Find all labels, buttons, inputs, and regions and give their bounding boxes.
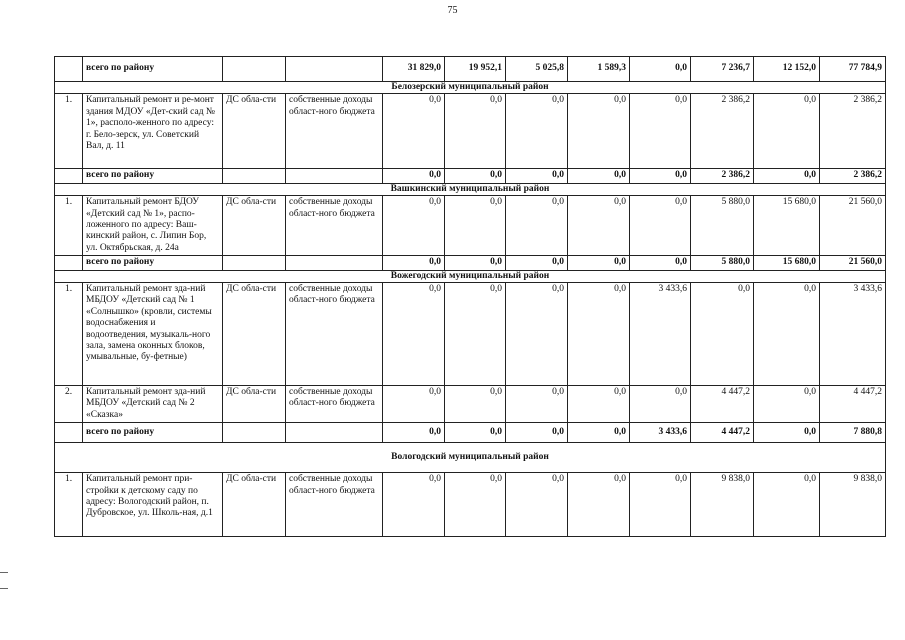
value-cell: 15 680,0 [754, 196, 820, 256]
object-type: ДС обла-сти [223, 385, 286, 422]
value-cell: 0,0 [568, 423, 630, 443]
total-label: всего по району [83, 169, 223, 183]
value-cell: 0,0 [445, 94, 506, 169]
object-name: Капитальный ремонт зда-ний МБДОУ «Детский сад № 1 «Солнышко» (кровли, системы водоснабжения и водоотведения, музыкаль-ного зала, замена оконных блоков, умывальные, бу-фетные) [83, 282, 223, 385]
type-cell [223, 57, 286, 82]
type-cell [223, 423, 286, 443]
table-body [55, 57, 886, 537]
district-total-row [55, 169, 886, 183]
value-cell: 2 386,2 [691, 94, 754, 169]
row-index: 1. [55, 94, 83, 169]
value-cell: 0,0 [383, 196, 445, 256]
object-name: Капитальный ремонт БДОУ «Детский сад № 1», распо-ложенного по адресу: Ваш-кинский район, с. Липин Бор, ул. Октябрьская, д. 24а [83, 196, 223, 256]
value-cell: 0,0 [506, 169, 568, 183]
value-cell: 21 560,0 [820, 196, 886, 256]
value-cell: 3 433,6 [630, 282, 691, 385]
source-cell [286, 423, 383, 443]
value-cell: 0,0 [445, 473, 506, 537]
value-cell: 0,0 [754, 169, 820, 183]
value-cell: 3 433,6 [820, 282, 886, 385]
value-cell: 0,0 [383, 282, 445, 385]
value-cell: 5 880,0 [691, 196, 754, 256]
district-name: Белозерский муниципальный район [55, 82, 886, 94]
value-cell: 4 447,2 [691, 423, 754, 443]
value-cell: 0,0 [383, 169, 445, 183]
value-cell: 0,0 [630, 57, 691, 82]
value-cell: 3 433,6 [630, 423, 691, 443]
table-row [55, 94, 886, 169]
value-cell: 4 447,2 [820, 385, 886, 422]
value-cell: 12 152,0 [754, 57, 820, 82]
value-cell: 0,0 [754, 473, 820, 537]
value-cell: 0,0 [754, 94, 820, 169]
total-label: всего по району [83, 57, 223, 82]
source-cell [286, 57, 383, 82]
value-cell: 0,0 [383, 385, 445, 422]
funding-source: собственные доходы област-ного бюджета [286, 196, 383, 256]
budget-table [54, 56, 886, 537]
value-cell: 0,0 [754, 385, 820, 422]
district-header [55, 183, 886, 195]
funding-source: собственные доходы област-ного бюджета [286, 94, 383, 169]
index-cell [55, 169, 83, 183]
funding-source: собственные доходы област-ного бюджета [286, 282, 383, 385]
type-cell [223, 256, 286, 270]
value-cell: 0,0 [506, 282, 568, 385]
value-cell: 5 025,8 [506, 57, 568, 82]
value-cell: 0,0 [445, 385, 506, 422]
funding-source: собственные доходы област-ного бюджета [286, 473, 383, 537]
row-index: 1. [55, 196, 83, 256]
value-cell: 0,0 [506, 256, 568, 270]
value-cell: 0,0 [568, 256, 630, 270]
value-cell: 0,0 [754, 423, 820, 443]
scan-mark [0, 572, 8, 573]
district-header [55, 443, 886, 473]
value-cell: 7 880,8 [820, 423, 886, 443]
table-row [55, 385, 886, 422]
value-cell: 0,0 [630, 385, 691, 422]
row-index: 2. [55, 385, 83, 422]
total-label: всего по району [83, 256, 223, 270]
value-cell: 77 784,9 [820, 57, 886, 82]
value-cell: 0,0 [630, 94, 691, 169]
district-name: Вожегодский муниципальный район [55, 270, 886, 282]
value-cell: 0,0 [445, 256, 506, 270]
value-cell: 0,0 [383, 94, 445, 169]
value-cell: 0,0 [691, 282, 754, 385]
value-cell: 0,0 [506, 423, 568, 443]
row-index: 1. [55, 473, 83, 537]
table-row [55, 473, 886, 537]
value-cell: 0,0 [383, 423, 445, 443]
type-cell [223, 169, 286, 183]
value-cell: 0,0 [568, 169, 630, 183]
value-cell: 0,0 [754, 282, 820, 385]
object-type: ДС обла-сти [223, 473, 286, 537]
table-row [55, 282, 886, 385]
object-type: ДС обла-сти [223, 282, 286, 385]
value-cell: 0,0 [630, 196, 691, 256]
value-cell: 9 838,0 [820, 473, 886, 537]
value-cell: 0,0 [445, 196, 506, 256]
value-cell: 0,0 [568, 473, 630, 537]
value-cell: 0,0 [506, 385, 568, 422]
value-cell: 21 560,0 [820, 256, 886, 270]
district-header [55, 270, 886, 282]
value-cell: 15 680,0 [754, 256, 820, 270]
total-label: всего по району [83, 423, 223, 443]
object-name: Капитальный ремонт при-стройки к детскому саду по адресу: Вологодский район, п. Дубровское, ул. Школь-ная, д.1 [83, 473, 223, 537]
object-name: Капитальный ремонт зда-ний МБДОУ «Детский сад № 2 «Сказка» [83, 385, 223, 422]
index-cell [55, 256, 83, 270]
value-cell: 1 589,3 [568, 57, 630, 82]
value-cell: 0,0 [506, 196, 568, 256]
object-name: Капитальный ремонт и ре-монт здания МДОУ «Дет-ский сад № 1», располо-женного по адресу: г. Бело-зерск, ул. Советский Вал, д. 11 [83, 94, 223, 169]
value-cell: 0,0 [445, 423, 506, 443]
value-cell: 0,0 [383, 256, 445, 270]
value-cell: 0,0 [568, 196, 630, 256]
district-total-row [55, 423, 886, 443]
district-total-row [55, 256, 886, 270]
value-cell: 0,0 [568, 94, 630, 169]
page-number: 75 [447, 5, 458, 16]
value-cell: 0,0 [445, 169, 506, 183]
value-cell: 0,0 [568, 385, 630, 422]
funding-source: собственные доходы област-ного бюджета [286, 385, 383, 422]
district-name: Вологодский муниципальный район [55, 443, 886, 473]
value-cell: 0,0 [630, 169, 691, 183]
value-cell: 0,0 [506, 94, 568, 169]
value-cell: 2 386,2 [820, 169, 886, 183]
value-cell: 5 880,0 [691, 256, 754, 270]
district-header [55, 82, 886, 94]
index-cell [55, 423, 83, 443]
table-row [55, 196, 886, 256]
top-total-row [55, 57, 886, 82]
source-cell [286, 169, 383, 183]
district-name: Вашкинский муниципальный район [55, 183, 886, 195]
value-cell: 19 952,1 [445, 57, 506, 82]
value-cell: 4 447,2 [691, 385, 754, 422]
row-index: 1. [55, 282, 83, 385]
source-cell [286, 256, 383, 270]
value-cell: 9 838,0 [691, 473, 754, 537]
object-type: ДС обла-сти [223, 94, 286, 169]
value-cell: 0,0 [630, 473, 691, 537]
value-cell: 2 386,2 [691, 169, 754, 183]
value-cell: 0,0 [568, 282, 630, 385]
index-cell [55, 57, 83, 82]
value-cell: 0,0 [506, 473, 568, 537]
scan-mark [0, 588, 8, 589]
value-cell: 0,0 [383, 473, 445, 537]
value-cell: 0,0 [630, 256, 691, 270]
object-type: ДС обла-сти [223, 196, 286, 256]
value-cell: 7 236,7 [691, 57, 754, 82]
value-cell: 2 386,2 [820, 94, 886, 169]
value-cell: 0,0 [445, 282, 506, 385]
value-cell: 31 829,0 [383, 57, 445, 82]
